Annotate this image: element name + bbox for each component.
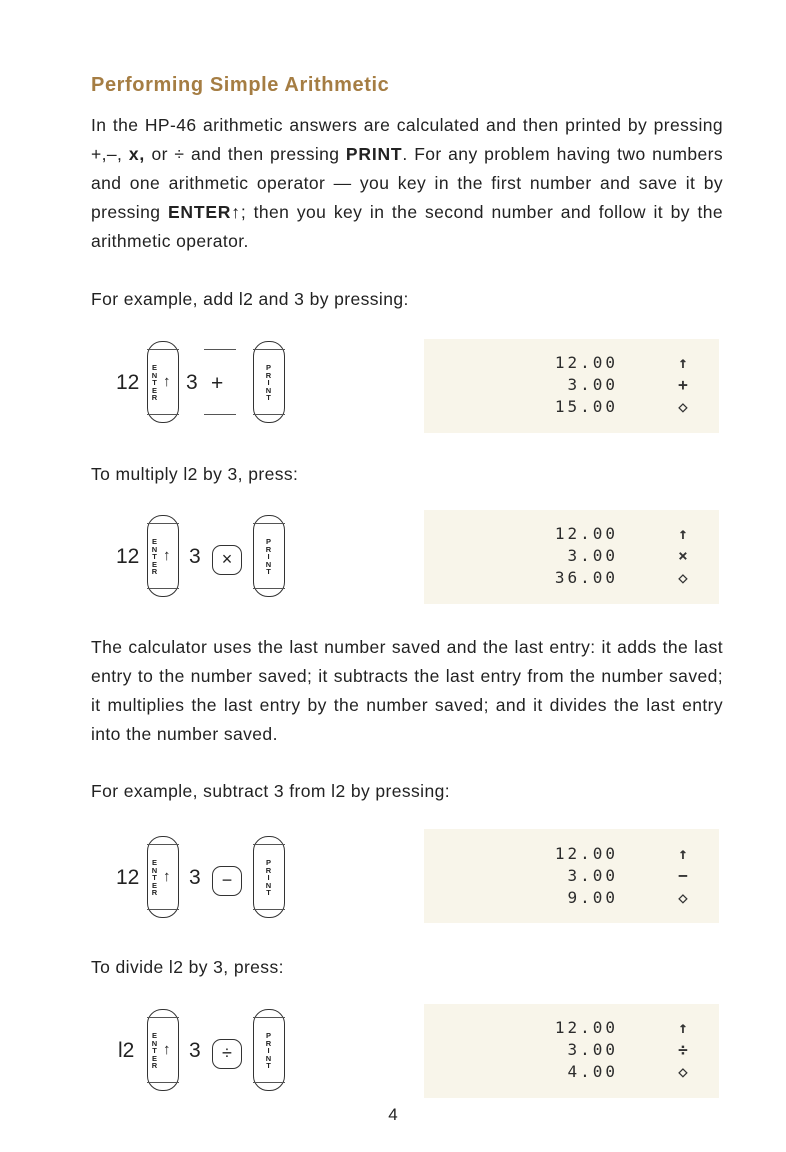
enter-key [147, 1009, 179, 1091]
enter-arrow-icon: ↑ [678, 353, 688, 372]
tape-line: 3.00 × [424, 545, 719, 567]
print-diamond-icon: ◇ [678, 568, 688, 587]
page-number: 4 [388, 1105, 398, 1124]
enter-arrow-icon: ↑ [678, 844, 688, 863]
second-number: 3 [186, 371, 198, 394]
second-number: 3 [189, 545, 201, 568]
up-arrow-icon: ↑ [163, 1041, 171, 1058]
tape-line: 12.00 ↑ [424, 843, 719, 865]
print-key-letters: P R I N T [265, 363, 272, 402]
enter-key [147, 515, 179, 597]
tape-line: 12.00 ↑ [424, 352, 719, 374]
tape-line: 3.00 ÷ [424, 1039, 719, 1061]
multiply-icon: × [678, 546, 688, 565]
printed-tape-add [424, 339, 719, 433]
example-subtract-text: For example, subtract 3 from l2 by pressing: [91, 781, 450, 801]
second-number: 3 [189, 866, 201, 889]
multiply-key: × [212, 545, 242, 575]
print-diamond-icon: ◇ [678, 888, 688, 907]
plus-key: + [211, 372, 224, 395]
first-number: 12 [116, 545, 140, 568]
plus-key-frame [204, 341, 236, 423]
print-key-letters: P R I N T [265, 858, 272, 897]
enter-arrow-icon: ↑ [678, 524, 688, 543]
tape-line: 3.00 − [424, 865, 719, 887]
print-key-letters: P R I N T [265, 1031, 272, 1070]
tape-line: 15.00 ◇ [424, 396, 719, 418]
enter-key-letters: E N T E R [151, 537, 158, 576]
enter-arrow-icon: ↑ [678, 1018, 688, 1037]
plus-icon: + [678, 375, 688, 394]
example-add-text: For example, add l2 and 3 by pressing: [91, 289, 409, 309]
divide-key: ÷ [212, 1039, 242, 1069]
first-number: 12 [116, 866, 140, 889]
first-number: 12 [116, 371, 140, 394]
up-arrow-icon: ↑ [163, 868, 171, 885]
intro-paragraph: In the HP-46 arithmetic answers are calculated and then printed by pressing +,–, x, or ÷ and then pressing PRINT. For any problem having two numbers and one arithmetic operator — you key in the first number and save it by pressing ENTER↑; then you key in the second number and follow it by the arithmetic operator. [91, 115, 723, 251]
tape-line: 3.00 + [424, 374, 719, 396]
print-key [253, 1009, 285, 1091]
printed-tape-subtract [424, 829, 719, 923]
tape-line: 4.00 ◇ [424, 1061, 719, 1083]
explanation-paragraph: The calculator uses the last number saved and the last entry: it adds the last entry to the number saved; it subtracts the last entry from the number saved; it multiplies the last entry by the number saved; and it divides the last entry into the number saved. [91, 637, 723, 744]
tape-line: 12.00 ↑ [424, 523, 719, 545]
print-diamond-icon: ◇ [678, 1062, 688, 1081]
first-number: l2 [118, 1039, 135, 1062]
enter-key-letters: E N T E R [151, 858, 158, 897]
enter-key-letters: E N T E R [151, 1031, 158, 1070]
print-key-letters: P R I N T [265, 537, 272, 576]
print-key [253, 341, 285, 423]
printed-tape-multiply [424, 510, 719, 604]
tape-line: 9.00 ◇ [424, 887, 719, 909]
multiply-text: To multiply l2 by 3, press: [91, 464, 299, 484]
print-key [253, 836, 285, 918]
divide-icon: ÷ [678, 1040, 688, 1059]
subtract-key: − [212, 866, 242, 896]
second-number: 3 [189, 1039, 201, 1062]
enter-key-letters: E N T E R [151, 363, 158, 402]
enter-key [147, 836, 179, 918]
up-arrow-icon: ↑ [163, 373, 171, 390]
print-key [253, 515, 285, 597]
section-heading: Performing Simple Arithmetic [91, 74, 390, 96]
printed-tape-divide [424, 1004, 719, 1098]
tape-line: 12.00 ↑ [424, 1017, 719, 1039]
tape-line: 36.00 ◇ [424, 567, 719, 589]
enter-key [147, 341, 179, 423]
up-arrow-icon: ↑ [163, 547, 171, 564]
divide-text: To divide l2 by 3, press: [91, 957, 284, 977]
print-diamond-icon: ◇ [678, 397, 688, 416]
minus-icon: − [678, 866, 688, 885]
